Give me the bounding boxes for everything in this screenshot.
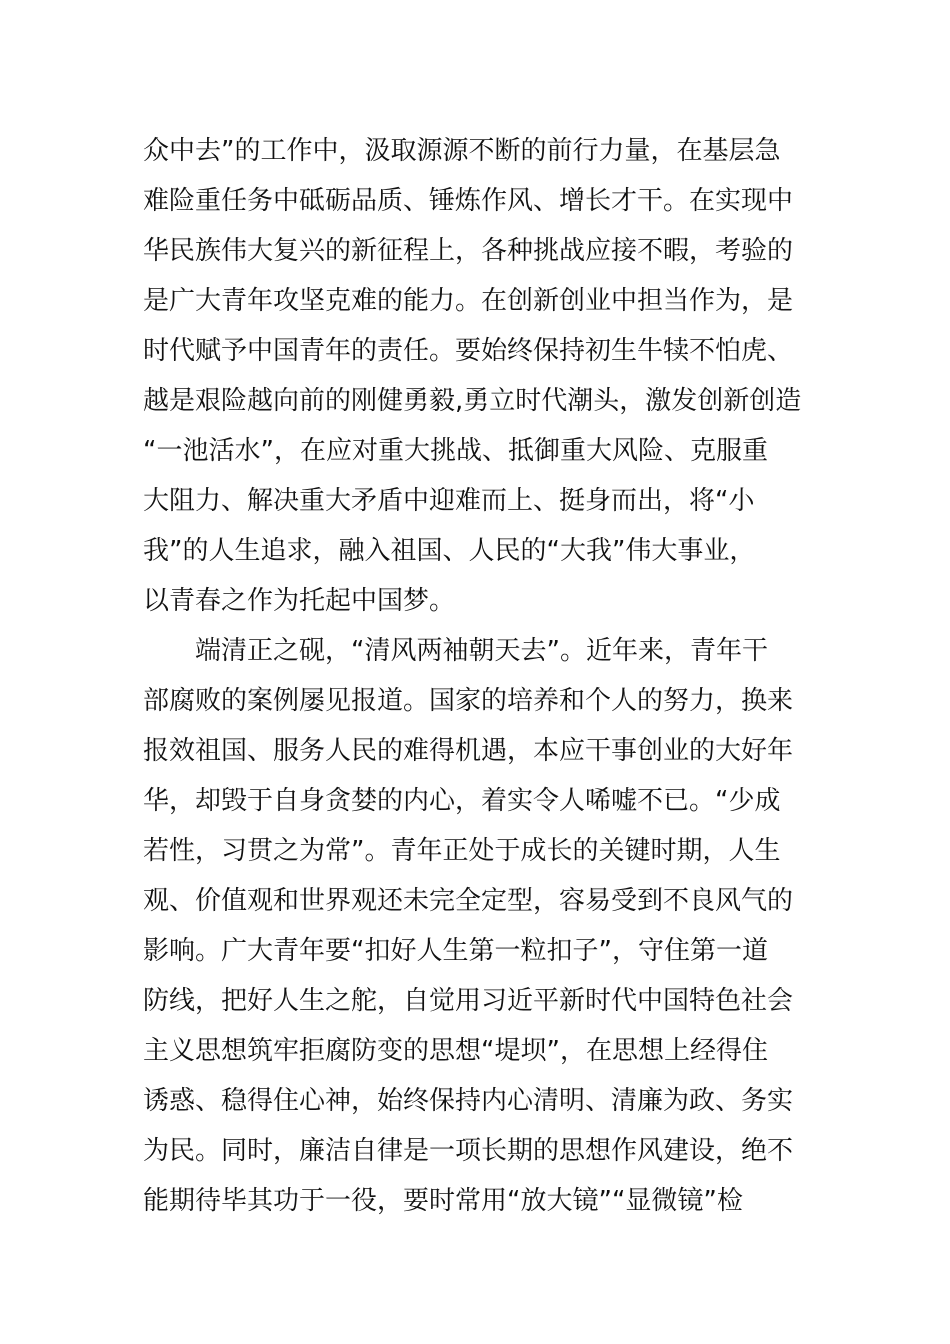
text-line: 主义思想筑牢拒腐防变的思想“堤坝”，在思想上经得住: [143, 1036, 768, 1066]
text-line: 我”的人生追求，融入祖国、人民的“大我”伟大事业，: [143, 536, 756, 566]
text-line: 部腐败的案例屡见报道。国家的培养和个人的努力，换来: [143, 686, 794, 716]
text-line: 越是艰险越向前的刚健勇毅,勇立时代潮头，激发创新创造: [143, 386, 802, 416]
text-line: 华民族伟大复兴的新征程上，各种挑战应接不暇，考验的: [143, 236, 794, 266]
body-text: [143, 126, 808, 1226]
text-line: 是广大青年攻坚克难的能力。在创新创业中担当作为，是: [143, 286, 794, 316]
text-line: 众中去”的工作中，汲取源源不断的前行力量，在基层急: [143, 136, 781, 166]
text-line: 大阻力、解决重大矛盾中迎难而上、挺身而出，将“小: [143, 486, 755, 516]
text-line: 观、价值观和世界观还未完全定型，容易受到不良风气的: [143, 886, 794, 916]
paragraph-start-line: 端清正之砚，“清风两袖朝天去”。近年来，青年干: [195, 636, 768, 666]
text-line: 能期待毕其功于一役，要时常用“放大镜”“显微镜”检: [143, 1186, 743, 1216]
text-line: 防线，把好人生之舵，自觉用习近平新时代中国特色社会: [143, 986, 794, 1016]
text-line: “一池活水”，在应对重大挑战、抵御重大风险、克服重: [143, 436, 768, 466]
text-line: 为民。同时，廉洁自律是一项长期的思想作风建设，绝不: [143, 1136, 794, 1166]
text-line: 华，却毁于自身贪婪的内心，着实令人唏嘘不已。“少成: [143, 786, 781, 816]
text-line: 报效祖国、服务人民的难得机遇，本应干事创业的大好年: [143, 736, 794, 766]
text-line: 诱惑、稳得住心神，始终保持内心清明、清廉为政、务实: [143, 1086, 794, 1116]
text-line: 时代赋予中国青年的责任。要始终保持初生牛犊不怕虎、: [143, 336, 794, 366]
text-line: 难险重任务中砥砺品质、锤炼作风、增长才干。在实现中: [143, 186, 794, 216]
text-line: 以青春之作为托起中国梦。: [143, 586, 456, 616]
text-line: 影响。广大青年要“扣好人生第一粒扣子”，守住第一道: [143, 936, 768, 966]
text-line: 若性，习贯之为常”。青年正处于成长的关键时期，人生: [143, 836, 781, 866]
